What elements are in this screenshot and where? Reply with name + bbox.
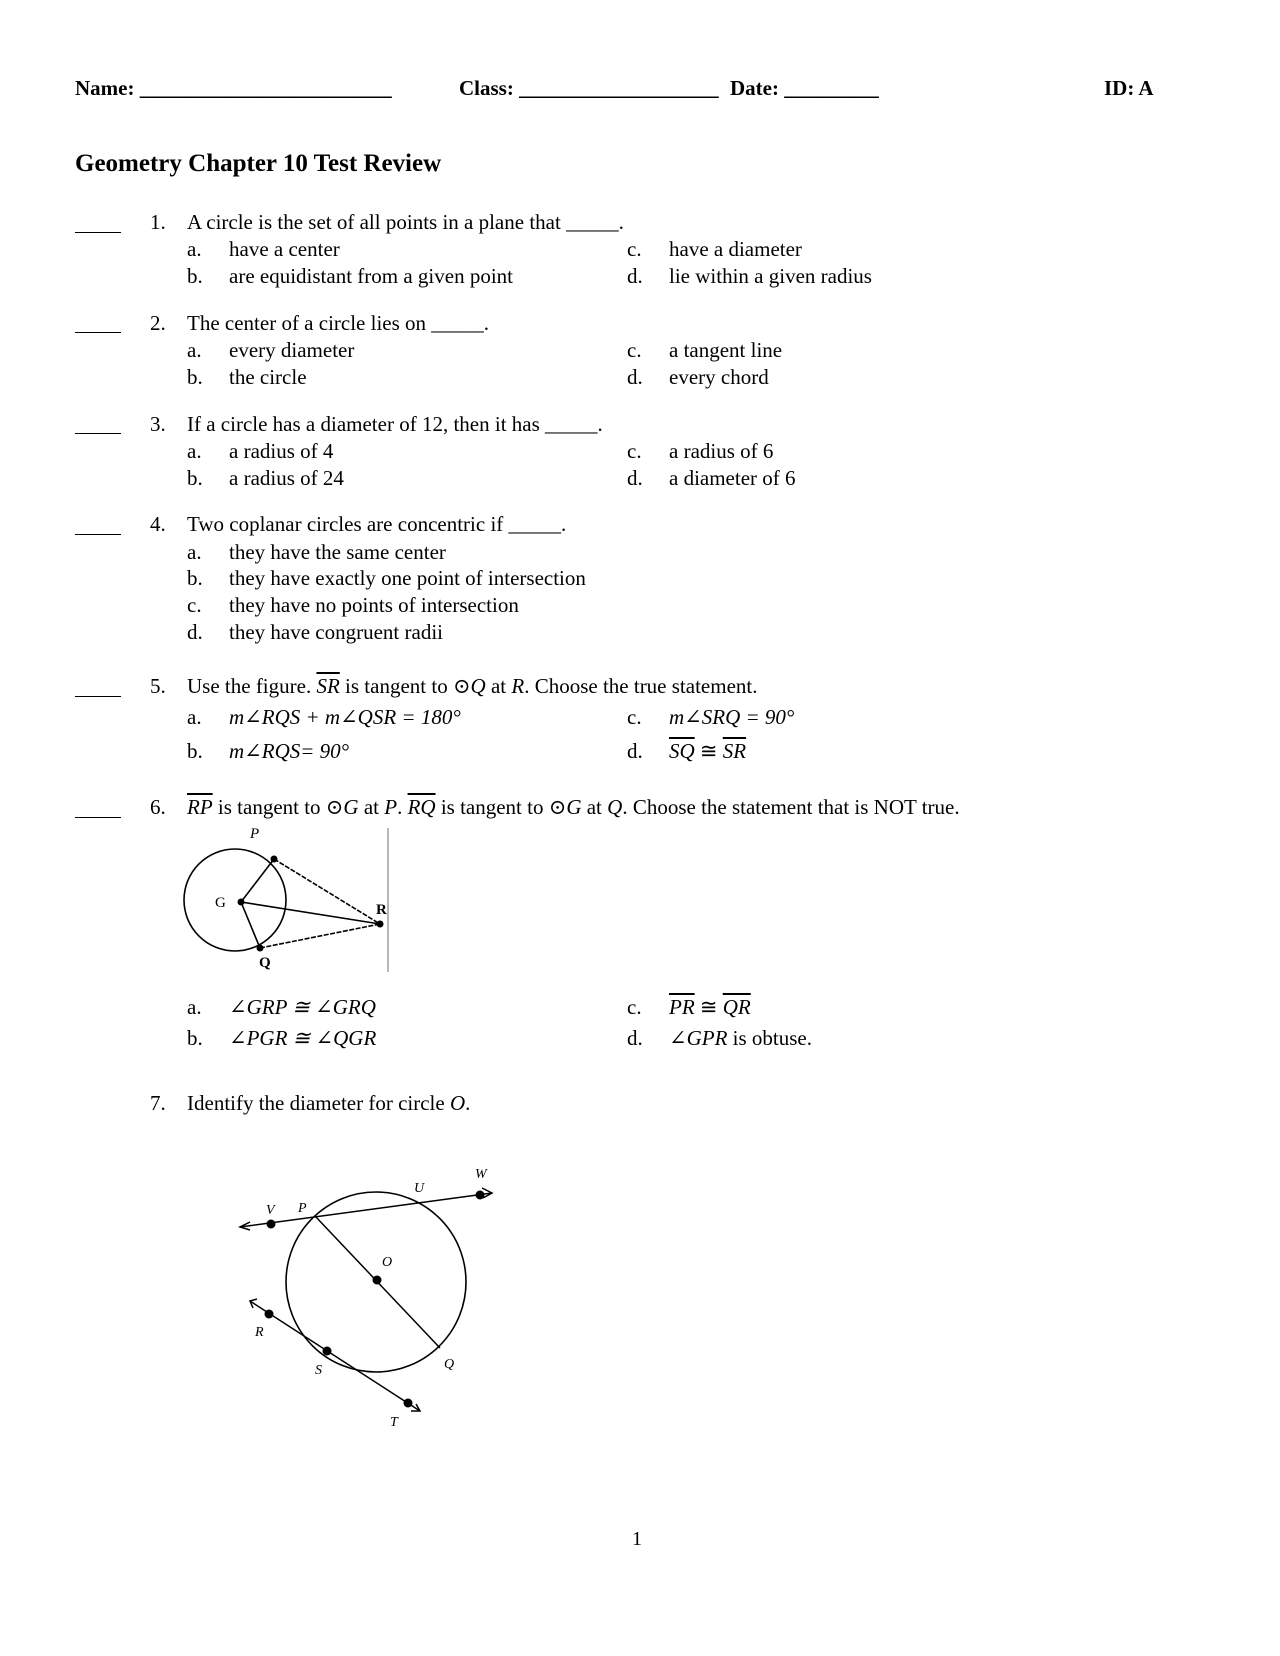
radius-gq [241,902,260,948]
class-field [459,76,719,101]
stem-text: Use the figure. [187,674,317,698]
stem-text: . [465,1091,471,1115]
tangent-line [250,1301,420,1411]
option-letter: c. [627,338,642,362]
circle-name: G [566,795,582,819]
label-o: O [382,1255,393,1270]
option-letter: c. [187,593,202,617]
option-letter: a. [187,237,202,261]
option-letter: a. [187,540,202,564]
option-text: a tangent line [669,338,783,362]
answer-blank-3[interactable] [75,433,121,434]
angle-name: ∠GPR [669,1026,728,1050]
option-letter: a. [187,995,202,1019]
segment: $\overline{SQ}$ [669,739,695,763]
stem-text: is tangent to ⊙ [339,674,471,698]
option-letter: d. [187,620,203,644]
option-text: m∠RQS + m∠QSR = 180° [229,705,461,729]
name-field [75,76,392,101]
circle-name: G [343,795,359,819]
label-t: T [390,1415,398,1430]
answer-blank-1[interactable] [75,232,121,233]
option-letter: a. [187,705,202,729]
option-text [669,995,751,1020]
option-text [669,1026,812,1051]
option-text: a diameter of 6 [669,466,796,490]
option-text: a radius of 6 [669,439,774,463]
answer-blank-2[interactable] [75,332,121,333]
option-letter: b. [187,1026,203,1050]
option-letter: a. [187,439,202,463]
option-text: they have congruent radii [229,620,443,644]
answer-blank-6[interactable] [75,817,121,818]
option-letter: b. [187,365,203,389]
option-letter: d. [627,739,643,763]
option-letter: b. [187,264,203,288]
stem-text: at [485,674,512,698]
page-number: 1 [632,1528,642,1550]
tangent-figure [180,822,400,978]
segment: $\overline{RP}$ [187,795,213,819]
option-text: they have the same center [229,540,446,564]
question-stem [187,795,960,820]
question-number: 3. [150,412,166,436]
stem-text: is tangent to ⊙ [435,795,567,819]
segment: $\overline{QR}$ [722,995,751,1019]
point-t [404,1399,413,1408]
option-text: the circle [229,365,307,389]
option-letter: c. [627,705,642,729]
label-w: W [475,1167,487,1182]
option-letter: d. [627,466,643,490]
segment: $\overline{PR}$ [669,995,695,1019]
option-text: ∠GRP ≅ ∠GRQ [229,995,376,1019]
point-w [476,1191,485,1200]
name-label: Name: [75,76,135,100]
question-stem: A circle is the set of all points in a plane that _____. [187,210,624,234]
date-field [730,76,879,101]
label-u: U [414,1181,425,1196]
option-letter: b. [187,466,203,490]
stem-text: . Choose the statement that is NOT true. [622,795,960,819]
diameter-figure [230,1160,510,1430]
label-v: V [266,1203,275,1218]
point-v [267,1220,276,1229]
stem-text: . [397,795,408,819]
option-letter: a. [187,338,202,362]
class-line: ___________________ [519,76,719,100]
option-letter: d. [627,365,643,389]
option-text: m∠RQS= 90° [229,739,350,763]
question-stem: If a circle has a diameter of 12, then it has _____. [187,412,603,436]
stem-text: at [358,795,385,819]
option-rest: is obtuse. [727,1026,813,1050]
question-number: 1. [150,210,166,234]
point-o [373,1276,382,1285]
secant-line [240,1193,492,1227]
option-text [669,739,746,764]
stem-text: . Choose the true statement. [524,674,758,698]
option-text: a radius of 24 [229,466,344,490]
stem-text: Identify the diameter for circle [187,1091,450,1115]
label-r: R [376,902,387,918]
question-number: 5. [150,674,166,698]
label-g: G [215,895,226,911]
point-g [238,899,245,906]
congruent-symbol: ≅ [694,739,723,763]
congruent-symbol: ≅ [694,995,723,1019]
option-letter: c. [627,995,642,1019]
segment-gr [241,902,380,924]
question-stem [187,674,757,699]
point-q [257,945,264,952]
point-name: P [384,795,398,819]
stem-text: is tangent to ⊙ [212,795,344,819]
option-text: lie within a given radius [669,264,872,288]
point-s [323,1347,332,1356]
segment-sr: $\overline{SR}$ [316,674,340,698]
option-text: a radius of 4 [229,439,334,463]
question-stem [187,1091,470,1116]
option-letter: d. [627,264,643,288]
option-letter: d. [627,1026,643,1050]
label-q: Q [444,1357,455,1372]
segment: $\overline{SR}$ [722,739,747,763]
segment: $\overline{RQ}$ [407,795,436,819]
question-number: 4. [150,512,166,536]
radius-gp [241,859,274,902]
date-label: Date: [730,76,779,100]
circle-name: O [449,1091,466,1115]
option-text: have a center [229,237,340,261]
label-p: P [250,826,260,842]
option-text: have a diameter [669,237,802,261]
question-number: 6. [150,795,166,819]
point-name: R [511,674,525,698]
test-id: ID: A [1104,76,1154,100]
point-r [377,921,384,928]
question-number: 2. [150,311,166,335]
option-letter: c. [627,237,642,261]
class-label: Class: [459,76,514,100]
option-letter: b. [187,739,203,763]
point-p [271,856,278,863]
label-s: S [315,1363,322,1378]
label-p: P [298,1201,307,1216]
date-line: _________ [784,76,879,100]
option-text: they have exactly one point of intersection [229,566,586,590]
label-r: R [255,1325,264,1340]
name-line: ________________________ [139,76,392,100]
page-title: Geometry Chapter 10 Test Review [75,150,442,177]
option-text: are equidistant from a given point [229,264,514,288]
question-stem: Two coplanar circles are concentric if _____. [187,512,567,536]
option-text: every chord [669,365,769,389]
option-text: m∠SRQ = 90° [669,705,795,729]
answer-blank-5[interactable] [75,696,121,697]
point-name: Q [607,795,623,819]
question-stem: The center of a circle lies on _____. [187,311,490,335]
tangent-rp [274,859,380,924]
circle-name: Q [470,674,486,698]
stem-text: at [581,795,608,819]
option-text: ∠PGR ≅ ∠QGR [229,1026,377,1050]
label-q: Q [259,955,271,971]
question-number: 7. [150,1091,166,1115]
option-text: they have no points of intersection [229,593,519,617]
point-r [265,1310,274,1319]
option-text: every diameter [229,338,355,362]
option-letter: c. [627,439,642,463]
answer-blank-4[interactable] [75,534,121,535]
option-letter: b. [187,566,203,590]
